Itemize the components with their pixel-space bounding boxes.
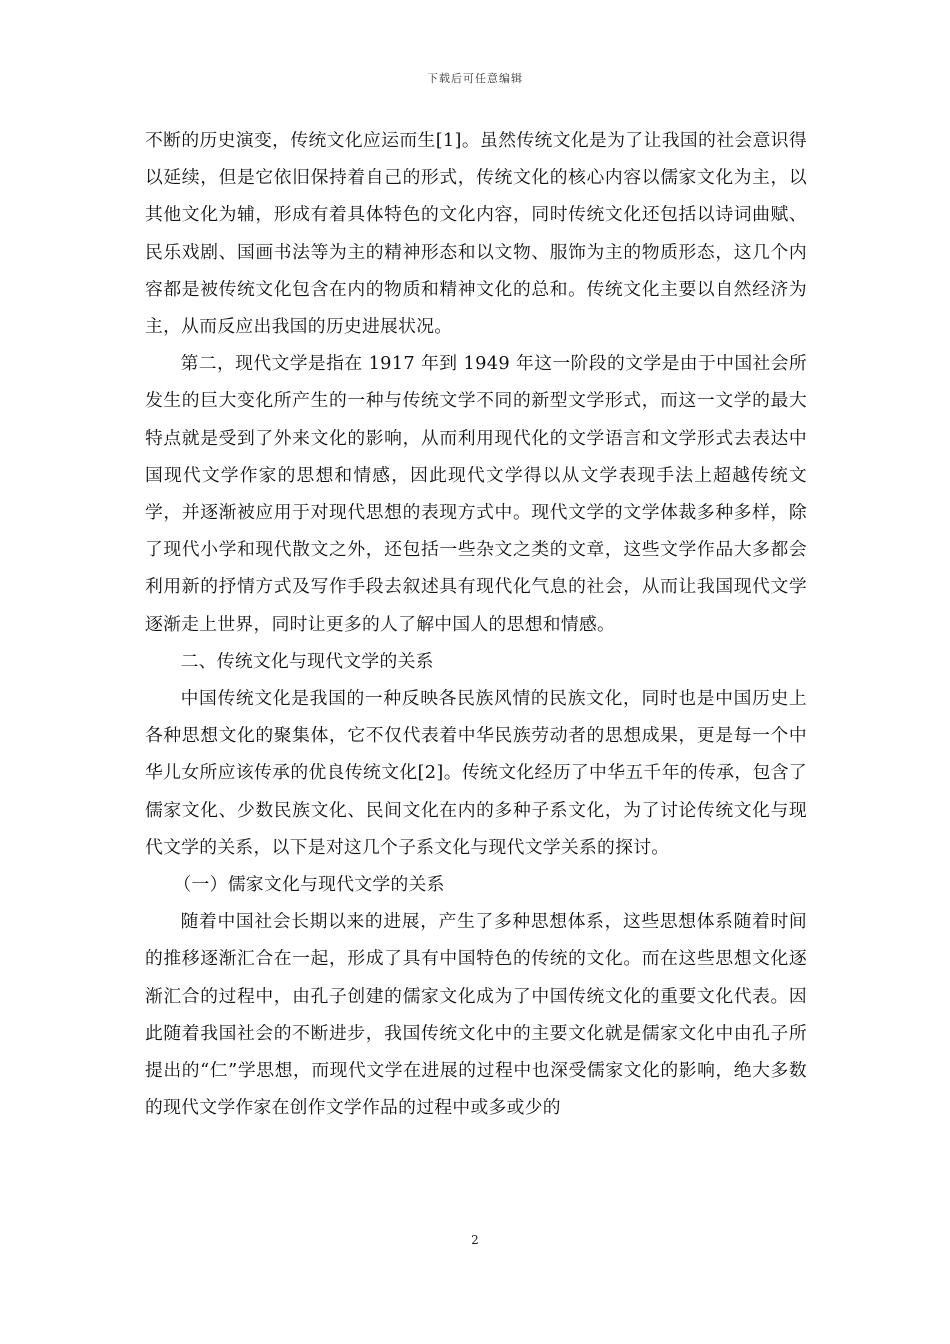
section-heading: 二、传统文化与现代文学的关系 xyxy=(180,650,434,672)
document-body xyxy=(145,122,807,1126)
page-header: 下载后可任意编辑 xyxy=(427,72,523,85)
body-paragraph: 中国传统文化是我国的一种反映各民族风情的民族文化，同时也是中国历史上各种思想文化的聚集体，它不仅代表着中华民族劳动者的思想成果，更是每一个中华儿女所应该传承的优良传统文化[2]。传统文化经历了中华五千年的传承，包含了儒家文化、少数民族文化、民间文化在内的多种子系文化，为了讨论传统文化与现代文学的关系，以下是对这几个子系文化与现代文学关系的探讨。 xyxy=(145,688,807,858)
body-paragraph: 不断的历史演变，传统文化应运而生[1]。虽然传统文化是为了让我国的社会意识得以延续，但是它依旧保持着自己的形式，传统文化的核心内容以儒家文化为主，以其他文化为辅，形成有着具体特色的文化内容，同时传统文化还包括以诗词曲赋、民乐戏剧、国画书法等为主的精神形态和以文物、服饰为主的物质形态，这几个内容都是被传统文化包含在内的物质和精神文化的总和。传统文化主要以自然经济为 主，从而反应出我国的历史进展状况。 xyxy=(145,130,807,338)
body-paragraph: 第二，现代文学是指在 1917 年到 1949 年这一阶段的文学是由于中国社会所发生的巨大变化所产生的一种与传统文学不同的新型文学形式，而这一文学的最大特点就是受到了外来文化的影响，从而利用现代化的文学语言和文学形式去表达中国现代文学作家的思想和情感，因此现代文学得以从文学表现手法上超越传统文学，并逐渐被应用于对现代思想的表现方式中。现代文学的文学体裁多种多样，除了现代小学和现代散文之外，还包括一些杂文之类的文章，这些文学作品大多都会利用新的抒情方式及写作手段去叙述具有现代化气息的社会，从而让我国现代文学逐渐走上世界，同时让更多的人了解中国人的思想和情感。 xyxy=(145,353,807,635)
subsection-heading: （一）儒家文化与现代文学的关系 xyxy=(173,874,445,896)
body-paragraph: 随着中国社会长期以来的进展，产生了多种思想体系，这些思想体系随着时间的推移逐渐汇合在一起，形成了具有中国特色的传统的文化。而在这些思想文化逐渐汇合的过程中，由孔子创建的儒家文化成为了中国传统文化的重要文化代表。因此随着我国社会的不断进步，我国传统文化中的主要文化就是儒家文化中由孔子所提出的“仁”学思想，而现代文学在进展的过程中也深受儒家文化的影响，绝大多数的现代文学作家在创作文学作品的过程中或多或少的 xyxy=(145,911,807,1119)
page-number: 2 xyxy=(471,1233,479,1247)
